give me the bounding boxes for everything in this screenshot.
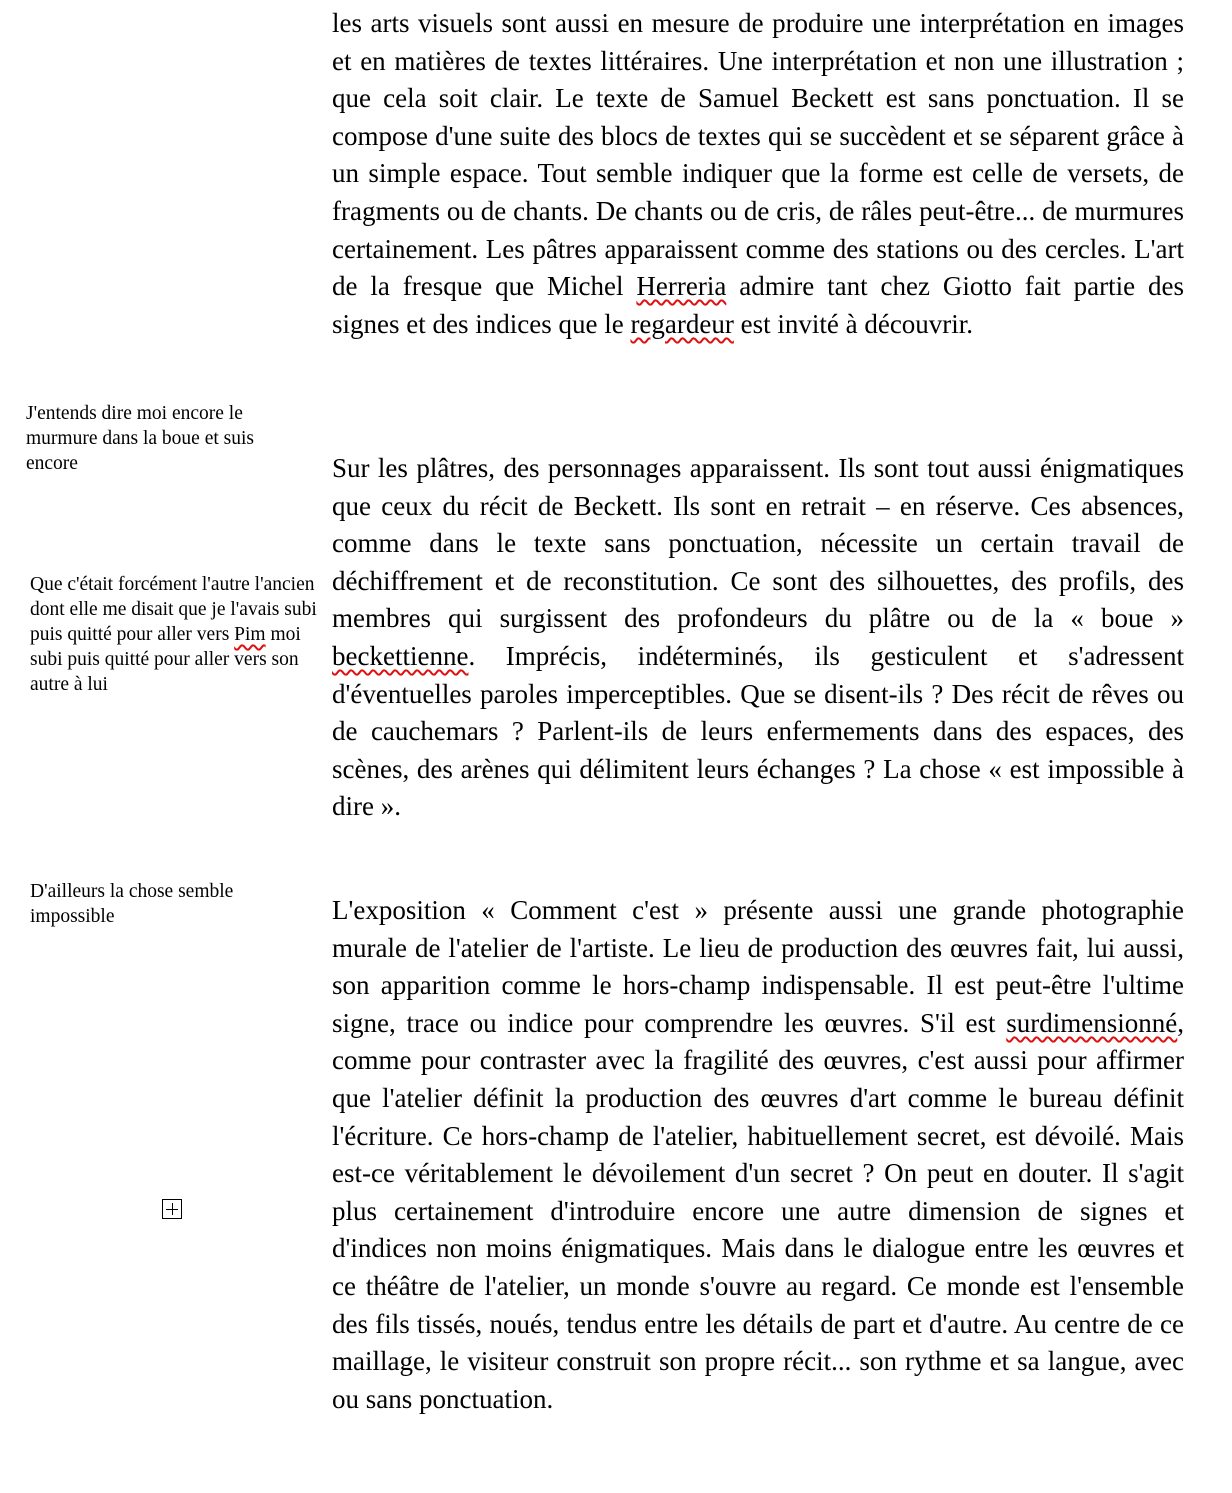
paragraph-text: , comme pour contraster avec la fragilité des œuvres, c'est aussi pour affirmer que l'atelier définit la production des œuvres d'art comme le bureau définit l'écriture. Ce hors-champ de l'atelier, habituellement secret, est dévoilé. Mais est-ce véritablement le dévoilement d'un secret ? On peut en douter. Il s'agit plus certainement d'introduire encore une autre dimension de signes et d'indices non moins énigmatiques. Mais dans le dialogue entre les œuvres et ce théâtre de l'atelier, un monde s'ouvre au regard. Ce monde est l'ensemble des fils tissés, noués, tendus entre les détails de part et d'autre. Au centre de ce maillage, le visiteur construit son propre récit... son rythme et sa langue, avec ou sans ponctuation. (332, 1007, 1184, 1414)
body-paragraph-1 (332, 5, 1184, 343)
misspelled-word[interactable]: Pim (234, 624, 266, 645)
paragraph-text: les arts visuels sont aussi en mesure de produire une interprétation en images et en matières de textes littéraires. Une interprétation et non une illustration ; que cela soit clair. Le texte de Samuel Beckett est sans ponctuation. Il se compose d'une suite des blocs de textes qui se succèdent et se séparent grâce à un simple espace. Tout semble indiquer que la forme est celle de versets, de fragments ou de chants. De chants ou de cris, de râles peut-être... de murmures certainement. Les pâtres apparaissent comme des stations ou des cercles. L'art de la fresque que Michel (332, 8, 1184, 302)
misspelled-word[interactable]: Herreria (636, 271, 727, 302)
margin-note-3 (30, 879, 310, 929)
margin-note-text: moi subi puis quitté pour aller vers son autre à lui (30, 624, 301, 695)
paragraph-text: admire tant chez Giotto fait partie des signes et des indices que le (332, 271, 1184, 339)
plus-square-icon[interactable] (162, 1199, 182, 1219)
paragraph-text: . Imprécis, indéterminés, ils gesticulent et s'adressent d'éventuelles paroles imperceptibles. Que se disent-ils ? Des récit de rêves ou de cauchemars ? Parlent-ils de leurs enfermements dans des espaces, des scènes, des arènes qui délimitent leurs échanges ? La chose « est impossible à dire ». (332, 640, 1184, 822)
margin-note-text: D'ailleurs la chose semble impossible (30, 881, 234, 927)
paragraph-text: Sur les plâtres, des personnages apparaissent. Ils sont tout aussi énigmatiques que ceux du récit de Beckett. Ils sont en retrait – en réserve. Ces absences, comme dans le texte sans ponctuation, nécessite un certain travail de déchiffrement et de reconstitution. Ce sont des silhouettes, des profils, des membres qui surgissent des profondeurs du plâtre ou de la « boue » (332, 453, 1184, 634)
paragraph-text: L'exposition « Comment c'est » présente aussi une grande photographie murale de l'atelier de l'artiste. Le lieu de production des œuvres fait, lui aussi, son apparition comme le hors-champ indispensable. Il est peut-être l'ultime signe, trace ou indice pour comprendre les œuvres. S'il est (332, 895, 1184, 1038)
body-paragraph-2 (332, 450, 1184, 826)
margin-note-2 (30, 572, 320, 697)
paragraph-text: est invité à découvrir. (733, 308, 974, 339)
misspelled-word[interactable]: surdimensionné (1006, 1007, 1178, 1038)
margin-note-text: Que c'était forcément l'autre l'ancien dont elle me disait que je l'avais subi puis quitté pour aller vers (30, 574, 317, 645)
margin-note-text: J'entends dire moi encore le murmure dans la boue et suis encore (26, 403, 254, 474)
margin-note-1 (26, 401, 296, 476)
misspelled-word[interactable]: beckettienne (332, 640, 469, 671)
misspelled-word[interactable]: regardeur (630, 308, 734, 339)
body-paragraph-3 (332, 892, 1184, 1418)
